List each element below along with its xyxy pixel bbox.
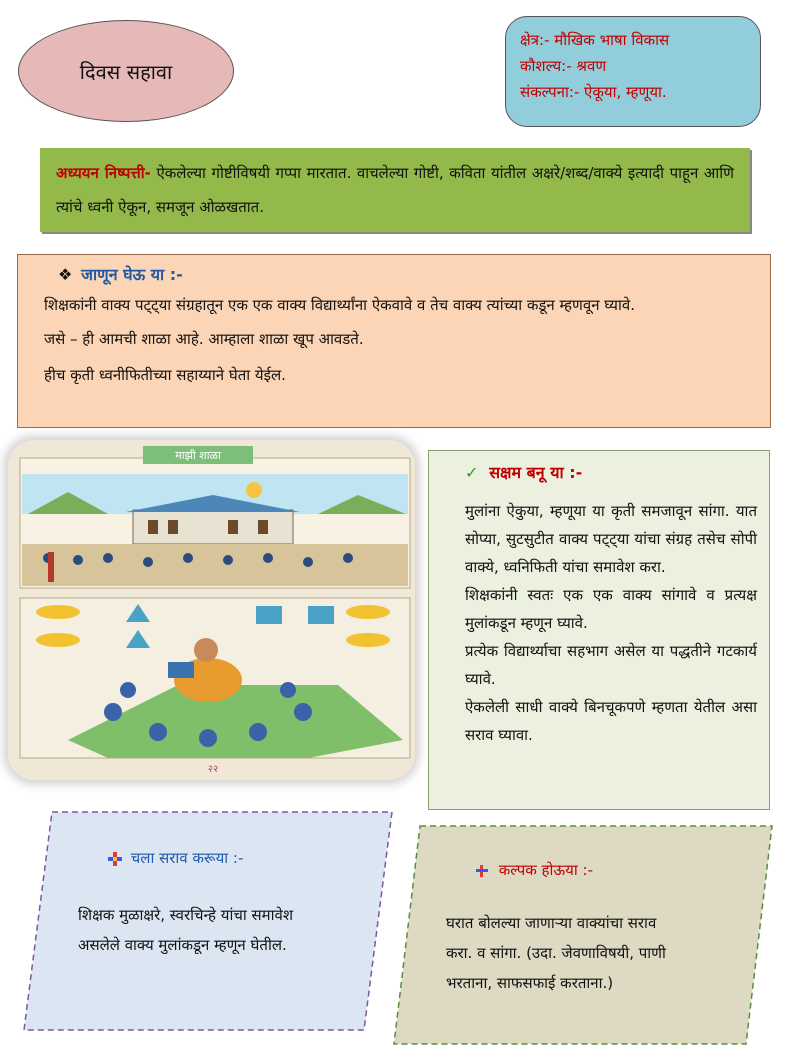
imagine-line: करा. व सांगा. (उदा. जेवणाविषयी, पाणी (446, 944, 666, 962)
sakshm-paragraph: ऐकलेली साधी वाक्ये बिनचूकपणे म्हणता येतील असा सराव घ्यावा. (465, 698, 757, 744)
sakshm-paragraph: प्रत्येक विद्यार्थ्याचा सहभाग असेल या पद्धतीने गटकार्य घ्यावे. (465, 642, 757, 688)
plus-icon (476, 865, 488, 877)
outcome-text: ऐकलेल्या गोष्टीविषयी गप्पा मारतात. वाचलेल्या गोष्टी, कविता यांतील अक्षरे/शब्द/वाक्ये इत्यादी पाहून आणि त्यांचे ध्वनी ऐकून, समजून ओळखतात. (56, 164, 734, 216)
know-heading: जाणून घेऊ या :- (81, 265, 183, 284)
info-box (505, 16, 761, 127)
check-icon: ✓ (465, 463, 479, 482)
plus-icon (108, 852, 122, 866)
textbook-page-image (8, 440, 415, 780)
practice-heading: चला सराव करूया :- (130, 849, 244, 867)
info-skill: कौशल्य:- श्रवण (520, 57, 607, 75)
textbook-illustration (8, 440, 415, 780)
diamond-bullet-icon: ❖ (58, 265, 73, 284)
sakshm-heading: सक्षम बनू या :- (489, 463, 583, 482)
info-concept: संकल्पना:- ऐकूया, म्हणूया. (520, 83, 667, 101)
illustration-page-number: २२ (207, 764, 219, 775)
practice-line: शिक्षक मुळाक्षरे, स्वरचिन्हे यांचा समावेश (78, 906, 294, 924)
outcome-lead: अध्ययन निष्पत्ती- (56, 164, 151, 182)
imagine-heading: कल्पक होऊया :- (498, 861, 593, 879)
know-section (17, 254, 771, 428)
sakshm-paragraph: शिक्षकांनी स्वतः एक एक वाक्य सांगावे व प्रत्यक्ष मुलांकडून म्हणून घ्यावे. (465, 586, 757, 632)
illustration-title: माझी शाळा (175, 449, 221, 462)
day-title-oval (18, 20, 234, 122)
sakshm-paragraph: मुलांना ऐकुया, म्हणूया या कृती समजावून सांगा. यात सोप्या, सुटसुटीत वाक्य पट्ट्या यांचा संग्रह तसेच सोपी वाक्ये, ध्वनिफिती यांचा समावेश करा. (465, 502, 757, 576)
info-area: क्षेत्र:- मौखिक भाषा विकास (520, 31, 670, 49)
practice-section (22, 810, 394, 1032)
know-line: शिक्षकांनी वाक्य पट्ट्या संग्रहातून एक एक वाक्य विद्यार्थ्यांना ऐकवावे व तेच वाक्य त्यांच्या कडून म्हणवून घ्यावे. (44, 296, 635, 314)
know-line: जसे – ही आमची शाळा आहे. आम्हाला शाळा खूप आवडते. (44, 330, 364, 348)
imagine-section (392, 824, 774, 1046)
know-line: हीच कृती ध्वनीफितीच्या सहाय्याने घेता येईल. (44, 366, 286, 384)
imagine-line: घरात बोलल्या जाणाऱ्या वाक्यांचा सराव (446, 914, 657, 932)
sakshm-section (428, 450, 770, 810)
imagine-line: भरताना, साफसफाई करताना.) (446, 974, 614, 992)
learning-outcome-box (40, 148, 750, 232)
practice-line: असलेले वाक्य मुलांकडून म्हणून घेतील. (78, 936, 287, 954)
day-title: दिवस सहावा (79, 59, 173, 84)
